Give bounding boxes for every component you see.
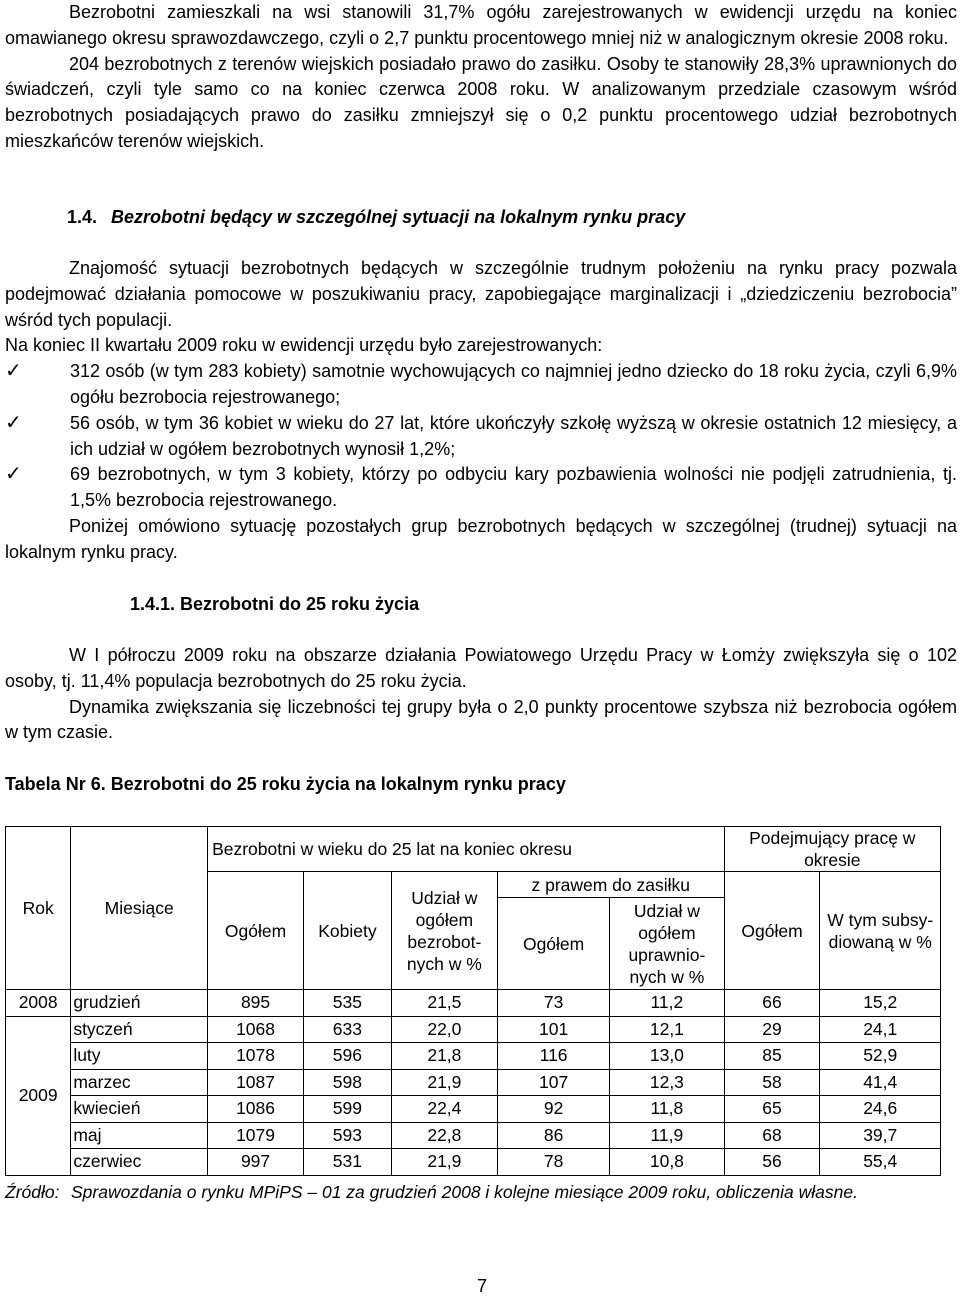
header-udzial: Udział w ogółem bezrobot-nych w % <box>391 872 497 990</box>
table-row: kwiecień 1086 599 22,4 92 11,8 65 24,6 <box>6 1096 941 1123</box>
paragraph-rural-benefit: 204 bezrobotnych z terenów wiejskich posiadało prawo do zasiłku. Osoby te stanowiły 28,3% uprawnionych do świadczeń, czyli tyle samo co na koniec czerwca 2008 roku. W analizowanym przedziale czasowym wśród bezrobotnych posiadających prawo do zasiłku zmniejszył się o 0,2 punktu procentowego udział bezrobotnych mieszkańców terenów wiejskich. <box>5 53 957 151</box>
list-item: ✓ 312 osób (w tym 283 kobiety) samotnie wychowujących co najmniej jedno dziecko do 18 roku życia, czyli 6,9% ogółu bezrobocia rejestrowanego; <box>5 360 957 407</box>
header-ogolem: Ogółem <box>208 872 304 990</box>
paragraph-rural-unemployed: Bezrobotni zamieszkali na wsi stanowili 31,7% ogółu zarejestrowanych w ewidencji urzędu na koniec omawianego okresu sprawozdawczego, czyli o 2,7 punktu procentowego mniej niż w analogicznym okresie 2008 roku. <box>5 2 957 48</box>
subsection-heading: 1.4.1. Bezrobotni do 25 roku życia <box>130 594 420 614</box>
table-row: maj 1079 593 22,8 86 11,9 68 39,7 <box>6 1122 941 1149</box>
table-row: luty 1078 596 21,8 116 13,0 85 52,9 <box>6 1043 941 1070</box>
table-row: 2009 styczeń 1068 633 22,0 101 12,1 29 24,1 <box>6 1016 941 1043</box>
header-miesiace: Miesiące <box>71 827 208 990</box>
section-title: Bezrobotni będący w szczególnej sytuacji na lokalnym rynku pracy <box>111 207 686 227</box>
header-group-unemployed: Bezrobotni w wieku do 25 lat na koniec okresu <box>208 827 724 872</box>
table-row: 2008 grudzień 895 535 21,5 73 11,2 66 15,2 <box>6 990 941 1017</box>
year-cell: 2009 <box>6 1016 71 1175</box>
header-subsydiowana: W tym subsy-diowaną w % <box>820 872 941 990</box>
section-number: 1.4. <box>67 207 98 227</box>
paragraph-situation: Znajomość sytuacji bezrobotnych będących w szczególnie trudnym położeniu na rynku pracy pozwala podejmować działania pomocowe w poszukiwaniu pracy, zapobiegające marginalizacji i „dziedziczeniu bezrobocia” wśród tych populacji. <box>5 258 957 330</box>
checkmark-icon: ✓ <box>5 360 22 383</box>
table-title: Tabela Nr 6. Bezrobotni do 25 roku życia na lokalnym rynku pracy <box>5 774 566 794</box>
paragraph-half-year: W I półroczu 2009 roku na obszarze działania Powiatowego Urzędu Pracy w Łomży zwiększyła się o 102 osoby, tj. 11,4% populacja bezrobotnych do 25 roku życia. <box>5 645 957 691</box>
header-zasilku: z prawem do zasiłku <box>497 872 724 898</box>
table-row: marzec 1087 598 21,9 107 12,3 58 41,4 <box>6 1069 941 1096</box>
header-group-employed: Podejmujący pracę w okresie <box>724 827 940 872</box>
paragraph-registered: Na koniec II kwartału 2009 roku w ewidencji urzędu było zarejestrowanych: <box>5 335 603 356</box>
list-item: ✓ 69 bezrobotnych, w tym 3 kobiety, którzy po odbyciu kary pozbawienia wolności nie podjęli zatrudnienia, tj. 1,5% bezrobocia rejestrowanego. <box>5 463 957 511</box>
checkmark-icon: ✓ <box>5 411 22 434</box>
header-udzial-uprawnionych: Udział w ogółem uprawnio-nych w % <box>610 898 724 990</box>
checkmark-icon: ✓ <box>5 463 22 486</box>
checklist <box>5 359 957 514</box>
unemployed-under-25-table <box>5 826 941 1176</box>
source-label: Źródło: <box>5 1182 60 1202</box>
paragraph-dynamics: Dynamika zwiększania się liczebności tej grupy była o 2,0 punkty procentowe szybsza niż bezrobocia ogółem w tym czasie. <box>5 696 957 743</box>
header-ogolem-praca: Ogółem <box>724 872 820 990</box>
header-ogolem-zasilek: Ogółem <box>497 898 609 990</box>
header-rok: Rok <box>6 827 71 990</box>
table-row: czerwiec 997 531 21,9 78 10,8 56 55,4 <box>6 1149 941 1176</box>
page-number: 7 <box>477 1276 488 1296</box>
paragraph-other-groups: Poniżej omówiono sytuację pozostałych grup bezrobotnych będących w szczególnej (trudnej) sytuacji na lokalnym rynku pracy. <box>5 515 957 562</box>
table-source <box>5 1180 957 1205</box>
header-kobiety: Kobiety <box>304 872 392 990</box>
list-item: ✓ 56 osób, w tym 36 kobiet w wieku do 27 lat, które ukończyły szkołę wyższą w okresie ostatnich 12 miesięcy, a ich udział w ogółem bezrobotnych wynosił 1,2%; <box>5 411 957 459</box>
section-heading <box>5 204 957 230</box>
source-text: Sprawozdania o rynku MPiPS – 01 za grudzień 2008 i kolejne miesiące 2009 roku, obliczenia własne. <box>71 1182 858 1202</box>
